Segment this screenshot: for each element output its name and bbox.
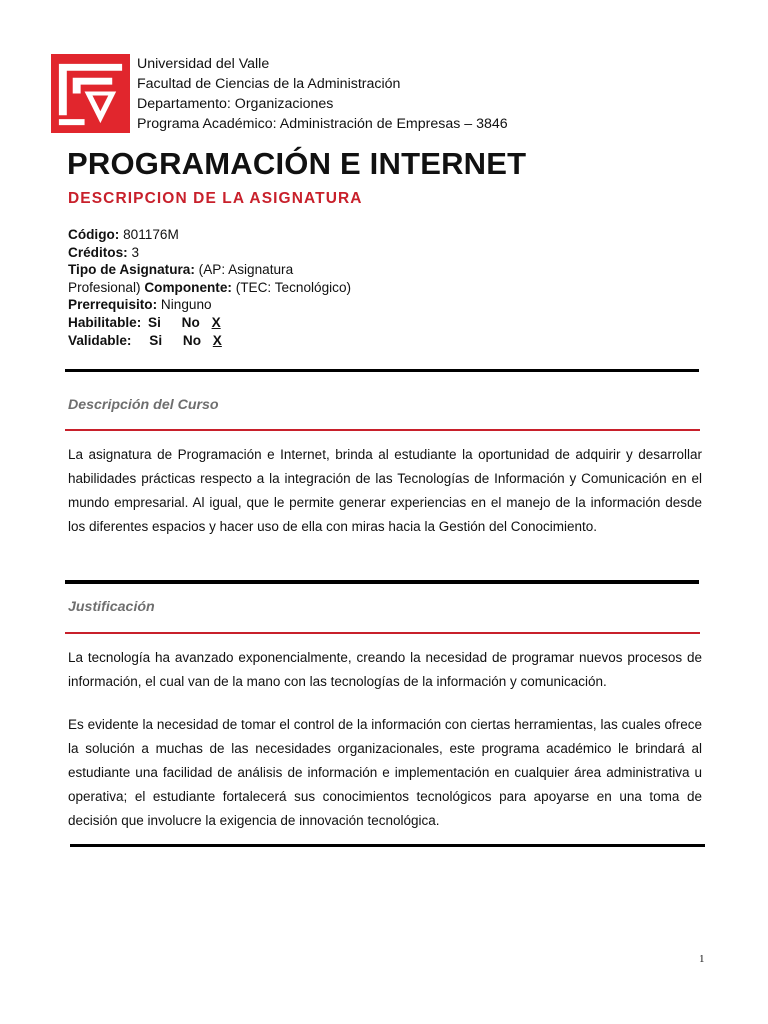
course-title: PROGRAMACIÓN E INTERNET [67,146,527,181]
meta-creditos [68,244,351,262]
divider-meta [65,369,699,372]
institution-header [137,54,508,134]
meta-prerrequisito [68,296,351,314]
page-number: 1 [699,953,705,965]
meta-tipo-value-line2: Profesional) [68,279,141,295]
meta-componente-value: (TEC: Tecnológico) [235,279,352,295]
meta-codigo-value: 801176M [123,227,179,242]
meta-habilitable-no: No [181,314,200,330]
meta-componente-label: Componente: [144,279,232,295]
header-university: Universidad del Valle [137,56,270,72]
course-subtitle: DESCRIPCION DE LA ASIGNATURA [68,190,363,207]
meta-validable [68,332,351,350]
meta-habilitable-mark: X [211,314,221,330]
meta-habilitable-si: Si [148,314,161,330]
section-title-descripcion: Descripción del Curso [68,397,219,413]
meta-tipo-value-line1: (AP: Asignatura [198,262,294,278]
meta-prerrequisito-value: Ninguno [160,297,212,313]
paragraph-descripcion: La asignatura de Programación e Internet, brinda al estudiante la oportunidad de adquirir y desarrollar habilidades prácticas respecto a la integración de las Tecnologías de Información y Comunicación en el mundo empresarial. Al igual, que le permite generar experiencias en el manejo de la información desde los diferentes espacios y hacer uso de ella con miras hacia la Gestión del Conocimiento. [68,447,702,534]
header-department: Departamento: Organizaciones [137,96,334,112]
divider-descripcion-red [65,429,700,431]
meta-tipo-label: Tipo de Asignatura: [68,262,195,278]
section-title-justificacion: Justificación [68,599,155,615]
meta-creditos-label: Créditos: [68,244,128,260]
header-faculty: Facultad de Ciencias de la Administración [137,76,401,92]
university-logo-icon [51,54,130,133]
meta-codigo [68,226,351,244]
course-metadata [68,226,351,349]
meta-validable-si: Si [149,332,163,348]
meta-codigo-label: Código: [68,227,120,242]
meta-componente [68,279,351,297]
meta-validable-no: No [182,332,201,348]
meta-habilitable-label: Habilitable: [68,314,142,330]
meta-validable-mark: X [212,332,222,348]
divider-justificacion-red [65,632,700,634]
meta-validable-label: Validable: [68,332,132,348]
meta-habilitable [68,314,351,332]
divider-end [70,844,705,847]
meta-prerrequisito-label: Prerrequisito: [68,297,158,313]
header-program: Programa Académico: Administración de Empresas – 3846 [137,116,508,132]
meta-tipo [68,261,351,279]
divider-descripcion-black [65,580,699,584]
meta-creditos-value: 3 [131,244,140,260]
paragraph-justificacion-1: La tecnología ha avanzado exponencialmente, creando la necesidad de programar nuevos procesos de información, el cual van de la mano con las tecnologías de la información y comunicación. [68,650,702,689]
paragraph-justificacion-2: Es evidente la necesidad de tomar el control de la información con ciertas herramientas, las cuales ofrece la solución a muchas de las necesidades organizacionales, este programa académico le brindará al estudiante una facilidad de análisis de información e implementación en cualquier área administrativa u operativa; el estudiante fortalecerá sus conocimientos tecnológicos para apoyarse en una toma de decisión que involucre la exigencia de innovación tecnológica. [68,717,702,828]
